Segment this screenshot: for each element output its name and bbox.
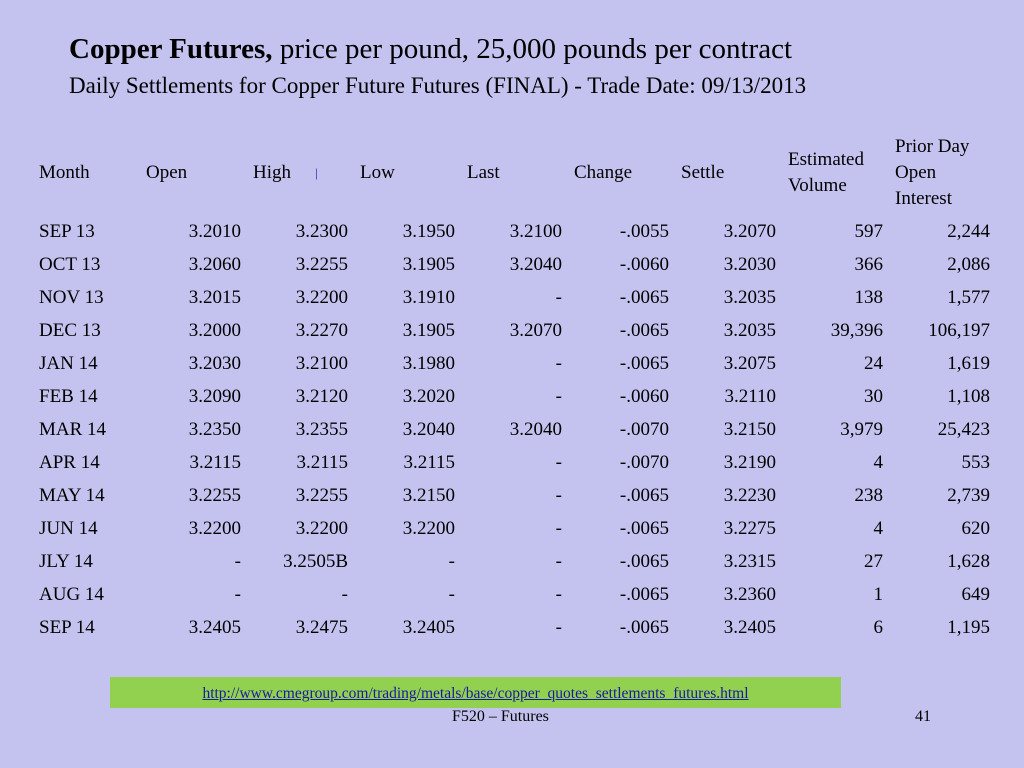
cell-change: -.0065 — [619, 551, 669, 572]
cell-last: 3.2100 — [509, 221, 562, 242]
cell-est-volume: 24 — [864, 353, 883, 374]
cell-last: - — [555, 584, 562, 605]
cell-settle: 3.2035 — [723, 320, 776, 341]
settlements-table — [33, 131, 996, 644]
cell-open: 3.2000 — [188, 320, 241, 341]
cell-month: FEB 14 — [39, 386, 98, 407]
cell-last: - — [555, 518, 562, 539]
cell-low: 3.1950 — [402, 221, 455, 242]
cell-low: 3.1980 — [402, 353, 455, 374]
cell-month: NOV 13 — [39, 287, 104, 308]
cell-last: 3.2040 — [509, 419, 562, 440]
cell-month: MAR 14 — [39, 419, 107, 440]
cell-change: -.0065 — [619, 287, 669, 308]
cell-month: AUG 14 — [39, 584, 104, 605]
cell-prior-oi: 1,108 — [947, 386, 990, 407]
table-row — [33, 248, 996, 281]
cell-prior-oi: 2,244 — [947, 221, 990, 242]
cell-settle: 3.2150 — [723, 419, 776, 440]
cell-high: 3.2475 — [295, 617, 348, 638]
header-est-volume-line1: Estimated — [788, 149, 864, 170]
cell-est-volume: 366 — [854, 254, 883, 275]
cell-month: JUN 14 — [39, 518, 98, 539]
cell-change: -.0065 — [619, 617, 669, 638]
header-prior-oi-line2: Open — [895, 162, 937, 183]
cell-high: 3.2120 — [295, 386, 348, 407]
header-change: Change — [574, 162, 633, 183]
cell-month: SEP 13 — [39, 221, 95, 242]
cell-last: - — [555, 485, 562, 506]
cell-settle: 3.2110 — [724, 386, 776, 407]
cell-last: 3.2040 — [509, 254, 562, 275]
table-header-row — [33, 131, 996, 215]
cell-low: 3.2115 — [403, 452, 455, 473]
cell-high: 3.2270 — [295, 320, 348, 341]
cell-prior-oi: 620 — [961, 518, 990, 539]
cell-open: 3.2350 — [188, 419, 241, 440]
cell-last: - — [555, 287, 562, 308]
cell-open: 3.2200 — [188, 518, 241, 539]
header-prior-oi-line3: Interest — [895, 188, 952, 209]
cell-settle: 3.2360 — [723, 584, 776, 605]
cell-change: -.0065 — [619, 353, 669, 374]
cell-low: 3.2040 — [402, 419, 455, 440]
header-prior-oi-line1: Prior Day — [895, 136, 970, 157]
cell-change: -.0065 — [619, 485, 669, 506]
cell-low: 3.1905 — [402, 254, 455, 275]
cell-high: - — [341, 584, 348, 605]
cell-last: - — [555, 551, 562, 572]
cell-open: 3.2030 — [188, 353, 241, 374]
header-est-volume-line2: Volume — [788, 175, 847, 196]
cell-low: 3.1910 — [402, 287, 455, 308]
slide-title — [69, 33, 792, 66]
cell-high: 3.2255 — [295, 254, 348, 275]
header-settle: Settle — [681, 162, 725, 183]
slide-title-rest: price per pound, 25,000 pounds per contract — [272, 33, 792, 65]
cell-low: - — [448, 551, 455, 572]
cell-low: 3.2150 — [402, 485, 455, 506]
cell-high: 3.2300 — [295, 221, 348, 242]
footer-course-label: F520 – Futures — [452, 708, 549, 725]
table-row — [33, 479, 996, 512]
cell-settle: 3.2315 — [723, 551, 776, 572]
table-row — [33, 215, 996, 248]
table-row — [33, 347, 996, 380]
cell-high: 3.2115 — [296, 452, 348, 473]
cell-settle: 3.2190 — [723, 452, 776, 473]
cell-est-volume: 597 — [854, 221, 883, 242]
cell-change: -.0065 — [619, 518, 669, 539]
table-row — [33, 512, 996, 545]
header-low: Low — [360, 162, 395, 183]
cell-change: -.0065 — [619, 320, 669, 341]
cell-open: - — [234, 551, 241, 572]
cell-last: - — [555, 452, 562, 473]
cell-prior-oi: 25,423 — [937, 419, 990, 440]
header-high — [247, 131, 354, 215]
cell-change: -.0060 — [619, 386, 669, 407]
cell-prior-oi: 1,577 — [947, 287, 990, 308]
cell-low: 3.2020 — [402, 386, 455, 407]
source-link[interactable]: http://www.cmegroup.com/trading/metals/base/copper_quotes_settlements_futures.html — [110, 677, 841, 708]
cell-last: - — [555, 617, 562, 638]
cell-prior-oi: 553 — [961, 452, 990, 473]
table-row — [33, 578, 996, 611]
header-month: Month — [39, 162, 90, 183]
cell-high: 3.2100 — [295, 353, 348, 374]
table-row — [33, 314, 996, 347]
cell-low: 3.2405 — [402, 617, 455, 638]
cell-settle: 3.2405 — [723, 617, 776, 638]
cell-open: 3.2060 — [188, 254, 241, 275]
cell-open: 3.2010 — [188, 221, 241, 242]
cell-month: APR 14 — [39, 452, 100, 473]
cell-est-volume: 4 — [873, 518, 883, 539]
cell-month: SEP 14 — [39, 617, 95, 638]
cell-settle: 3.2075 — [723, 353, 776, 374]
cell-est-volume: 4 — [873, 452, 883, 473]
cell-low: - — [448, 584, 455, 605]
cell-high: 3.2200 — [295, 518, 348, 539]
header-high-label: High — [253, 161, 291, 183]
cell-settle: 3.2030 — [723, 254, 776, 275]
cell-est-volume: 30 — [864, 386, 883, 407]
cell-change: -.0065 — [619, 584, 669, 605]
cell-prior-oi: 1,195 — [947, 617, 990, 638]
cell-settle: 3.2275 — [723, 518, 776, 539]
cell-est-volume: 6 — [873, 617, 883, 638]
cell-month: JLY 14 — [39, 551, 93, 572]
cell-settle: 3.2070 — [723, 221, 776, 242]
table-body — [33, 215, 996, 644]
cell-open: 3.2255 — [188, 485, 241, 506]
cell-est-volume: 27 — [864, 551, 883, 572]
cell-est-volume: 39,396 — [830, 320, 883, 341]
cell-last: - — [555, 386, 562, 407]
cell-prior-oi: 649 — [961, 584, 990, 605]
cell-high: 3.2200 — [295, 287, 348, 308]
cell-high: 3.2255 — [295, 485, 348, 506]
cell-open: 3.2115 — [189, 452, 241, 473]
table-row — [33, 281, 996, 314]
table-row — [33, 413, 996, 446]
cell-month: OCT 13 — [39, 254, 101, 275]
cell-settle: 3.2230 — [723, 485, 776, 506]
cell-change: -.0070 — [619, 452, 669, 473]
cell-month: JAN 14 — [39, 353, 98, 374]
cell-settle: 3.2035 — [723, 287, 776, 308]
cell-month: DEC 13 — [39, 320, 101, 341]
cell-high: 3.2355 — [295, 419, 348, 440]
cell-low: 3.1905 — [402, 320, 455, 341]
slide-title-bold: Copper Futures, — [69, 33, 273, 65]
header-prior-oi — [889, 131, 996, 215]
cell-change: -.0070 — [619, 419, 669, 440]
cell-prior-oi: 2,739 — [947, 485, 990, 506]
cell-month: MAY 14 — [39, 485, 105, 506]
table-row — [33, 545, 996, 578]
header-open: Open — [146, 162, 188, 183]
cell-last: - — [555, 353, 562, 374]
cell-low: 3.2200 — [402, 518, 455, 539]
table-row — [33, 380, 996, 413]
header-est-volume — [782, 131, 889, 215]
cell-open: 3.2405 — [188, 617, 241, 638]
cell-prior-oi: 106,197 — [928, 320, 990, 341]
cell-est-volume: 3,979 — [840, 419, 883, 440]
cell-change: -.0060 — [619, 254, 669, 275]
table-row — [33, 611, 996, 644]
cell-prior-oi: 2,086 — [947, 254, 990, 275]
cell-prior-oi: 1,628 — [947, 551, 990, 572]
cell-prior-oi: 1,619 — [947, 353, 990, 374]
header-last: Last — [467, 162, 500, 183]
cell-open: 3.2015 — [188, 287, 241, 308]
cell-est-volume: 1 — [873, 584, 883, 605]
slide-subtitle: Daily Settlements for Copper Future Futures (FINAL) - Trade Date: 09/13/2013 — [69, 73, 807, 98]
cell-open: 3.2090 — [188, 386, 241, 407]
cell-last: 3.2070 — [509, 320, 562, 341]
cell-est-volume: 138 — [854, 287, 883, 308]
cell-high: 3.2505B — [283, 551, 348, 572]
page-number: 41 — [915, 708, 931, 725]
table-row — [33, 446, 996, 479]
cell-change: -.0055 — [619, 221, 669, 242]
cell-open: - — [234, 584, 241, 605]
cell-est-volume: 238 — [854, 485, 883, 506]
text-cursor-mark: | — [315, 165, 318, 181]
